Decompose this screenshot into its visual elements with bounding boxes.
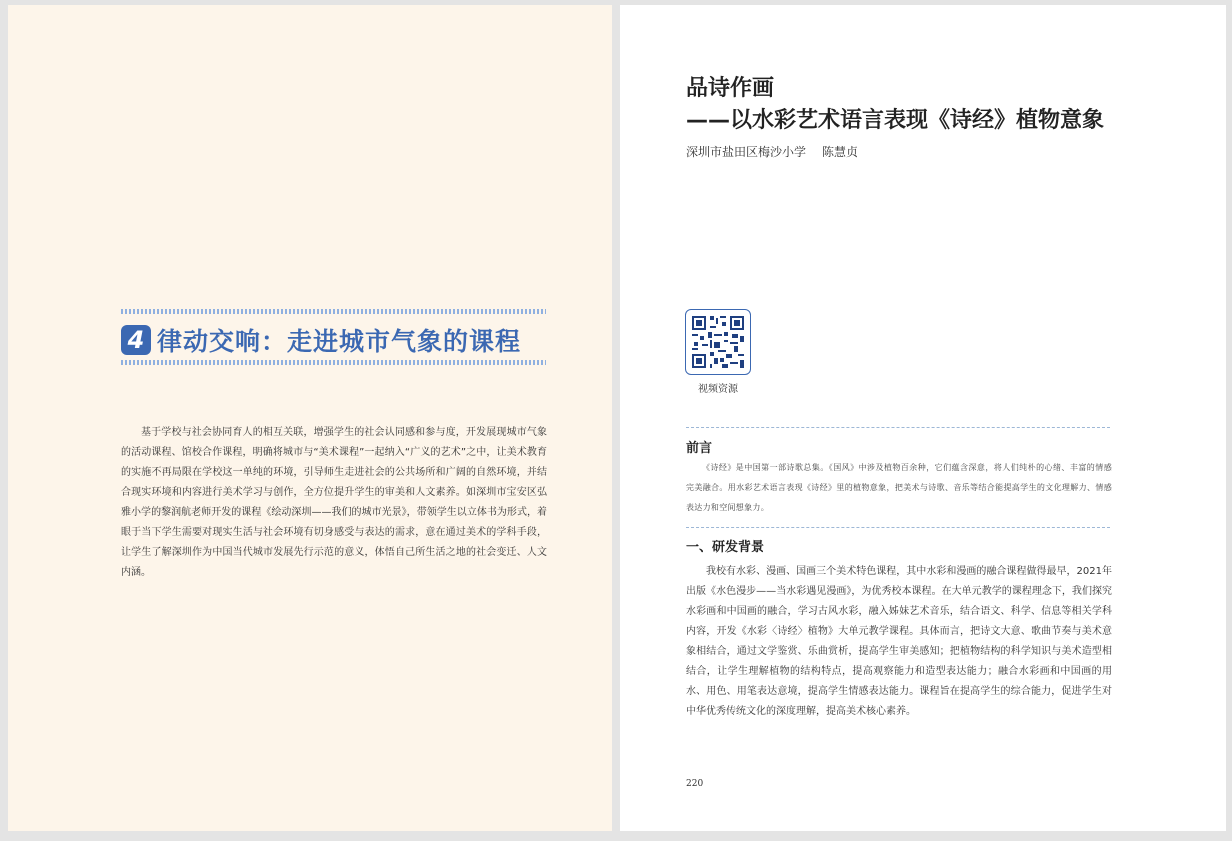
page-number: 220 bbox=[686, 779, 704, 789]
chapter-heading bbox=[121, 322, 551, 358]
author-name: 陈慧贞 bbox=[822, 145, 859, 159]
preface-top-rule bbox=[686, 427, 1110, 428]
qr-code[interactable] bbox=[685, 309, 751, 375]
preface-paragraph: 《诗经》是中国第一部诗歌总集。《国风》中涉及植物百余种，它们蕴含深意，将人们纯朴的心绪、丰富的情感完美融合。用水彩艺术语言表现《诗经》里的植物意象，把美术与诗歌、音乐等结合能提高学生的文化理解力、情感表达力和空间想象力。 bbox=[686, 463, 1112, 512]
chapter-intro-paragraph: 基于学校与社会协同育人的相互关联，增强学生的社会认同感和参与度，开发展现城市气象的活动课程、馆校合作课程，明确将城市与“美术课程”一起纳入“广义的艺术”之中，让美术教育的实施不再局限在学校这一单纯的环境，引导师生走进社会的公共场所和广阔的自然环境，并结合现实环境和内容进行美术学习与创作，全方位提升学生的审美和人文素养。如深圳市宝安区弘雅小学的黎润航老师开发的课程《绘动深圳——我们的城市光景》，带领学生以立体书为形式，着眼于当下学生需要对现实生活与社会环境有切身感受与表达的需求，意在通过美术的学科手段，让学生了解深圳作为中国当代城市发展先行示范的意义，体悟自己所生活之地的社会变迁、人文内涵。 bbox=[121, 427, 547, 578]
author-line bbox=[686, 143, 858, 160]
left-page bbox=[8, 5, 612, 831]
article-title: 品诗作画 bbox=[686, 76, 775, 101]
right-page bbox=[620, 5, 1226, 831]
chapter-title: 律动交响：走进城市气象的课程 bbox=[157, 327, 522, 356]
article-subtitle: ——以水彩艺术语言表现《诗经》植物意象 bbox=[686, 108, 1105, 133]
author-school: 深圳市盐田区梅沙小学 bbox=[686, 145, 807, 159]
preface-heading: 前言 bbox=[686, 441, 713, 456]
heading-bottom-rule bbox=[121, 360, 546, 365]
chapter-number-badge: 4 bbox=[121, 325, 151, 355]
qr-code-icon bbox=[690, 314, 746, 370]
heading-top-rule bbox=[121, 309, 546, 314]
section-heading-background: 一、研发背景 bbox=[686, 540, 765, 555]
qr-caption: 视频资源 bbox=[698, 384, 738, 395]
section-background-paragraph: 我校有水彩、漫画、国画三个美术特色课程，其中水彩和漫画的融合课程做得最早，2021年出版《水色漫步——当水彩遇见漫画》，为优秀校本课程。在大单元教学的课程理念下，我们探究水彩画和中国画的融合，学习古风水彩，融入姊妹艺术音乐，结合语文、科学、信息等相关学科内容，开发《水彩〈诗经〉植物》大单元教学课程。具体而言，把诗文大意、歌曲节奏与美术意象相结合，通过文学鉴赏、乐曲赏析，提高学生审美感知；把植物结构的科学知识与美术造型相结合，让学生理解植物的结构特点，提高观察能力和造型表达能力；融合水彩画和中国画的用水、用色、用笔表达意境，提高学生情感表达能力。课程旨在提高学生的综合能力，促进学生对中华优秀传统文化的深度理解，提高美术核心素养。 bbox=[686, 566, 1112, 717]
preface-bottom-rule bbox=[686, 527, 1110, 528]
